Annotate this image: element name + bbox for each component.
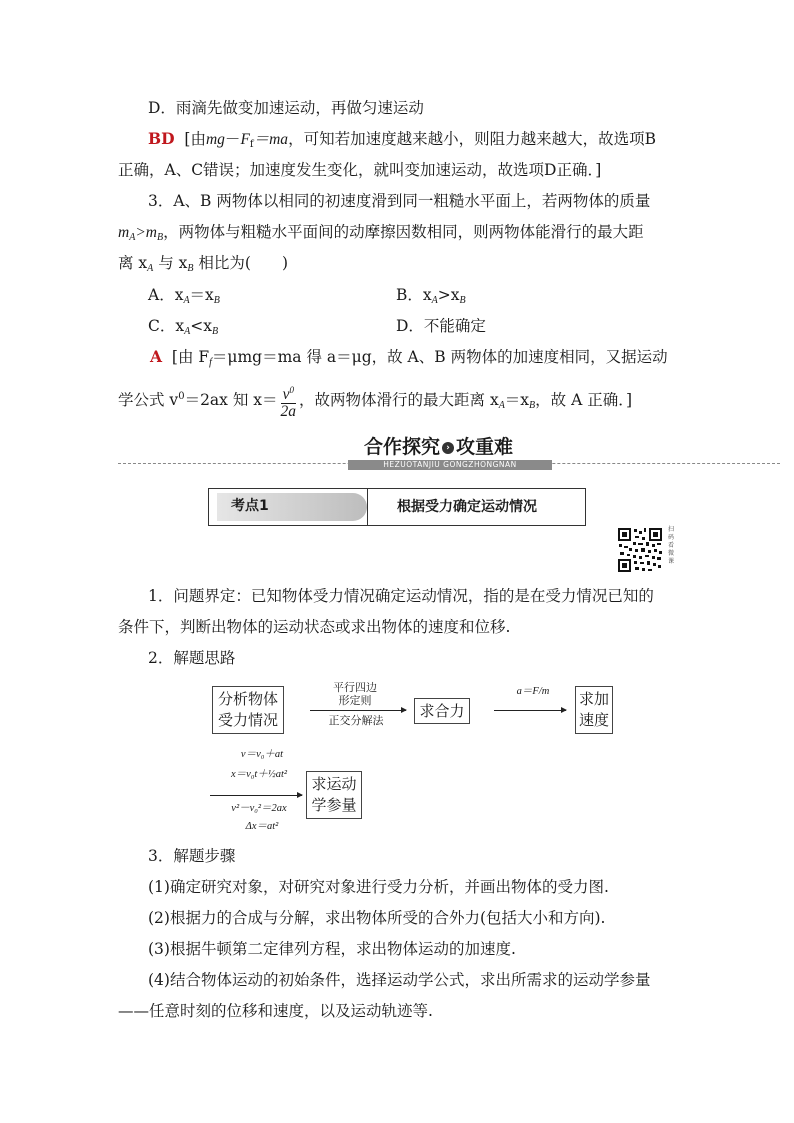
q3-expl2-sup: 0 xyxy=(178,391,185,402)
q3-line3-mid: 与 x xyxy=(153,254,188,272)
q3-line3-a: 离 x xyxy=(118,254,148,272)
body-p1-line2: 条件下，判断出物体的运动状态或求出物体的速度和位移. xyxy=(118,618,511,636)
body-p3: 3．解题步骤 xyxy=(148,847,236,865)
q3-m: m xyxy=(118,224,130,241)
flow-box-acceleration xyxy=(575,686,613,734)
qr-caption: 扫码看微课 xyxy=(668,526,675,565)
q3-stem-line2 xyxy=(118,222,644,248)
flow-formula-1: v＝v₀＋at xyxy=(240,749,284,760)
q3-opt-c-sub2: B xyxy=(211,326,219,337)
q3-explanation-line2 xyxy=(118,378,632,425)
q3-expl1-a: [由 F xyxy=(171,348,210,366)
q3-m-sub-a: A xyxy=(129,232,136,243)
q2-eq-lhs: mg xyxy=(205,131,225,148)
q3-opt-a-sub1: A xyxy=(183,295,190,306)
q3-expl2-a: 学公式 v xyxy=(118,391,179,410)
q3-answer: A xyxy=(150,347,163,366)
flow-box3-line2: 速度 xyxy=(578,711,609,729)
q3-option-b xyxy=(396,285,466,311)
q3-expl1-ff: f xyxy=(209,357,212,368)
q3-line3-end: 相比为( ) xyxy=(193,254,289,272)
q3-opt-b-sub2: B xyxy=(459,295,466,306)
q3-frac-den: 2a xyxy=(280,403,297,421)
q3-expl2-c: ，故两物体滑行的最大距离 x xyxy=(299,391,499,410)
step-3: (3)根据牛顿第二定律列方程，求出物体运动的加速度. xyxy=(148,940,516,958)
q2-expl-rest: ，可知若加速度越来越小，则阻力越来越大，故选项B xyxy=(288,130,656,148)
body-p1-line1: 1．问题界定：已知物体受力情况确定运动情况，指的是在受力情况已知的 xyxy=(148,587,654,605)
flow-box-net-force: 求合力 xyxy=(414,698,470,724)
q3-frac-num: v xyxy=(282,386,290,404)
q3-line2-rest: ，两物体与粗糙水平面间的动摩擦因数相同，则两物体能滑行的最大距 xyxy=(163,223,644,241)
body-p2: 2．解题思路 xyxy=(148,649,236,667)
flow-arrow1-top1: 平行四边 xyxy=(333,681,377,694)
q3-option-d: D．不能确定 xyxy=(396,317,486,335)
q2-expl-open: [由 xyxy=(184,130,206,148)
q3-expl2-d: ＝x xyxy=(504,391,530,410)
q3-expl2-sub-a: A xyxy=(498,400,505,412)
q2-explanation-line1 xyxy=(148,129,656,155)
flow-box1-line1: 分析物体 xyxy=(217,690,278,708)
q2-explanation-line2: 正确，A、C错误；加速度发生变化，就叫变加速运动，故选项D正确．] xyxy=(118,161,602,179)
q2-answer: BD xyxy=(148,129,175,148)
q3-expl1-b: ＝μmg＝ma 得 a＝μg，故 A、B 两物体的加速度相同，又据运动 xyxy=(211,348,668,366)
q3-gt-m: >m xyxy=(135,224,157,241)
q2-eq-rhs: ＝ma xyxy=(253,131,289,148)
q3-stem-line3 xyxy=(118,253,288,279)
q3-opt-b-sub1: A xyxy=(431,295,438,306)
q3-opt-a-text: A．x xyxy=(148,286,184,304)
topic-box xyxy=(208,488,586,526)
banner-arrow-icon: › xyxy=(442,442,454,454)
q3-opt-a-sub2: B xyxy=(213,295,220,306)
flow-box-analyze-force xyxy=(212,686,284,734)
flow-formula-2: x＝v₀t＋½at² xyxy=(230,769,288,780)
step-4-line2: ——任意时刻的位移和速度，以及运动轨迹等. xyxy=(118,1002,433,1020)
topic-divider xyxy=(367,489,368,525)
q3-explanation-line1 xyxy=(150,347,668,373)
flow-arrow2 xyxy=(494,710,566,711)
section-banner xyxy=(118,435,780,475)
topic-title: 根据受力确定运动情况 xyxy=(397,499,537,515)
q3-option-c xyxy=(148,316,218,342)
q3-opt-a-mid: ＝x xyxy=(189,286,214,304)
q2-ff: F xyxy=(240,131,250,148)
flow-box1-line2: 受力情况 xyxy=(217,711,278,729)
banner-title-right: 攻重难 xyxy=(456,436,514,458)
q3-expl2-e: ，故 A 正确．] xyxy=(535,391,633,410)
flow-arrow2-formula: a＝F/m xyxy=(516,686,550,697)
step-2: (2)根据力的合成与分解，求出物体所受的合外力(包括大小和方向). xyxy=(148,909,606,927)
q3-fraction xyxy=(281,382,297,420)
q3-opt-b-mid: >x xyxy=(437,286,460,304)
q3-opt-c-text: C．x xyxy=(148,317,185,335)
q3-opt-b-text: B．x xyxy=(396,286,432,304)
q3-stem-line1: 3．A、B 两物体以相同的初速度滑到同一粗糙水平面上，若两物体的质量 xyxy=(148,192,651,210)
qr-code[interactable] xyxy=(617,527,663,573)
flow-formula-4: Δx＝at² xyxy=(245,821,279,832)
flow-arrow1 xyxy=(310,710,406,711)
q3-option-a xyxy=(148,285,220,311)
flow-arrow3 xyxy=(210,795,302,796)
flow-box4-line2: 学参量 xyxy=(311,796,357,814)
banner-title xyxy=(360,435,517,459)
q3-opt-c-mid: <x xyxy=(190,317,212,335)
flow-box-kinematics xyxy=(306,771,362,819)
q3-line3-sub-b: B xyxy=(187,263,194,274)
q3-opt-c-sub1: A xyxy=(184,326,191,337)
banner-title-left: 合作探究 xyxy=(364,436,441,458)
flow-arrow1-top2: 形定则 xyxy=(338,694,372,707)
q3-expl2-sub-b: B xyxy=(529,400,536,412)
flow-box4-line1: 求运动 xyxy=(311,775,357,793)
q2-option-d: D．雨滴先做变加速运动，再做匀速运动 xyxy=(148,99,424,117)
step-1: (1)确定研究对象，对研究对象进行受力分析，并画出物体的受力图. xyxy=(148,878,609,896)
flow-formula-3: v²－v₀²＝2ax xyxy=(231,803,287,814)
flow-box3-line1: 求加 xyxy=(578,690,609,708)
flow-arrow1-bottom: 正交分解法 xyxy=(328,714,384,727)
q3-frac-num-sup: 0 xyxy=(289,385,294,396)
q3-m-sub-b: B xyxy=(156,232,164,243)
banner-pinyin-bar: HEZUOTANJIU GONGZHONGNAN xyxy=(348,460,552,470)
step-4-line1: (4)结合物体运动的初始条件，选择运动学公式，求出所需求的运动学参量 xyxy=(148,971,651,989)
qr-code-graphic xyxy=(617,527,663,573)
q3-expl2-b: ＝2ax 知 x＝ xyxy=(184,391,278,410)
topic-label: 考点1 xyxy=(231,498,269,514)
q2-eq-minus: － xyxy=(224,130,241,148)
q3-line3-sub-a: A xyxy=(147,263,154,274)
q2-ff-sub: f xyxy=(249,139,254,150)
